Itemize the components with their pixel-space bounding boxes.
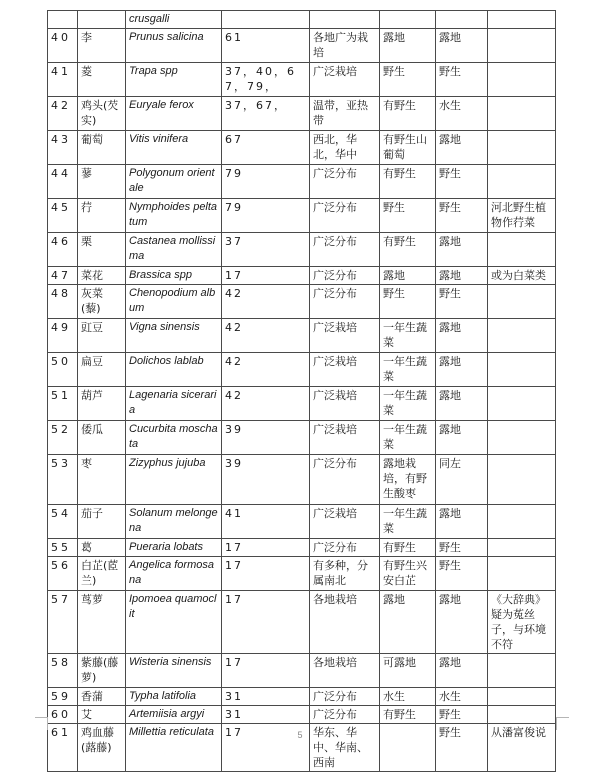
remark-cell <box>488 353 556 387</box>
reference-numbers-cell: 61 <box>222 29 310 63</box>
cultivation-status-cell: 有野生 <box>380 233 436 267</box>
remark-cell <box>488 285 556 319</box>
distribution-cell: 广泛栽培 <box>310 319 380 353</box>
reference-numbers-cell: 17 <box>222 654 310 688</box>
reference-numbers-cell: 31 <box>222 688 310 706</box>
latin-name-cell: Lagenaria siceraria <box>126 387 222 421</box>
distribution-cell: 广泛分布 <box>310 688 380 706</box>
plant-name-cell: 扁豆 <box>78 353 126 387</box>
table-row <box>48 233 556 267</box>
plant-name-cell: 李 <box>78 29 126 63</box>
latin-name-cell: Castanea mollissima <box>126 233 222 267</box>
crop-mark-left <box>35 717 48 730</box>
distribution-cell: 各地栽培 <box>310 591 380 654</box>
row-number-cell: 59 <box>48 688 78 706</box>
cultivation-status-cell: 一年生蔬菜 <box>380 387 436 421</box>
plant-name-cell: 倭瓜 <box>78 421 126 455</box>
remark-cell <box>488 421 556 455</box>
distribution-cell: 西北，华北，华中 <box>310 131 380 165</box>
plant-name-cell <box>78 11 126 29</box>
row-number-cell: 41 <box>48 63 78 97</box>
table-row <box>48 131 556 165</box>
latin-name-cell: Pueraria lobats <box>126 539 222 557</box>
remark-cell <box>488 233 556 267</box>
row-number-cell <box>48 11 78 29</box>
row-number-cell: 40 <box>48 29 78 63</box>
table-row <box>48 455 556 505</box>
latin-name-cell: Vigna sinensis <box>126 319 222 353</box>
reference-numbers-cell <box>222 11 310 29</box>
cultivation-status-cell: 露地栽培，有野生酸枣 <box>380 455 436 505</box>
row-number-cell: 55 <box>48 539 78 557</box>
plant-name-cell: 鸡头(芡实) <box>78 97 126 131</box>
plant-name-cell: 荇 <box>78 199 126 233</box>
habitat-cell: 露地 <box>436 421 488 455</box>
row-number-cell: 51 <box>48 387 78 421</box>
plant-name-cell: 艾 <box>78 706 126 724</box>
habitat-cell: 野生 <box>436 539 488 557</box>
latin-name-cell: Artemiisia argyi <box>126 706 222 724</box>
cultivation-status-cell: 有野生 <box>380 539 436 557</box>
plant-name-cell: 葡萄 <box>78 131 126 165</box>
table-row <box>48 557 556 591</box>
distribution-cell: 各地广为栽培 <box>310 29 380 63</box>
habitat-cell: 野生 <box>436 706 488 724</box>
cultivation-status-cell: 有野生 <box>380 97 436 131</box>
latin-name-cell: Vitis vinifera <box>126 131 222 165</box>
row-number-cell: 53 <box>48 455 78 505</box>
latin-name-cell: Dolichos lablab <box>126 353 222 387</box>
table-row <box>48 706 556 724</box>
plant-name-cell: 葫芦 <box>78 387 126 421</box>
row-number-cell: 49 <box>48 319 78 353</box>
table-row <box>48 387 556 421</box>
row-number-cell: 43 <box>48 131 78 165</box>
cultivation-status-cell: 水生 <box>380 688 436 706</box>
crop-mark-right <box>556 717 569 730</box>
remark-cell <box>488 557 556 591</box>
habitat-cell: 露地 <box>436 654 488 688</box>
reference-numbers-cell: 42 <box>222 387 310 421</box>
remark-cell <box>488 455 556 505</box>
habitat-cell: 露地 <box>436 319 488 353</box>
remark-cell <box>488 387 556 421</box>
plant-name-cell: 枣 <box>78 455 126 505</box>
habitat-cell: 露地 <box>436 233 488 267</box>
plant-name-cell: 栗 <box>78 233 126 267</box>
cultivation-status-cell: 一年生蔬菜 <box>380 505 436 539</box>
habitat-cell: 露地 <box>436 131 488 165</box>
page-number: 5 <box>297 730 303 740</box>
distribution-cell: 有多种，分属南北 <box>310 557 380 591</box>
habitat-cell: 野生 <box>436 199 488 233</box>
table-row <box>48 29 556 63</box>
row-number-cell: 56 <box>48 557 78 591</box>
latin-name-cell: Ipomoea quamoclit <box>126 591 222 654</box>
reference-numbers-cell: 17 <box>222 557 310 591</box>
table-row <box>48 421 556 455</box>
latin-name-cell: Angelica formosana <box>126 557 222 591</box>
habitat-cell <box>436 11 488 29</box>
latin-name-cell: Cucurbita moschata <box>126 421 222 455</box>
latin-name-cell: Millettia reticulata <box>126 724 222 772</box>
habitat-cell: 野生 <box>436 557 488 591</box>
row-number-cell: 45 <box>48 199 78 233</box>
table-row <box>48 63 556 97</box>
remark-cell: 从潘富俊说 <box>488 724 556 772</box>
reference-numbers-cell: 37，67， <box>222 97 310 131</box>
distribution-cell: 广泛分布 <box>310 199 380 233</box>
row-number-cell: 42 <box>48 97 78 131</box>
plant-name-cell: 葛 <box>78 539 126 557</box>
plant-name-cell: 鸡血藤(蕗藤) <box>78 724 126 772</box>
row-number-cell: 47 <box>48 267 78 285</box>
row-number-cell: 50 <box>48 353 78 387</box>
plant-name-cell: 茑萝 <box>78 591 126 654</box>
plant-name-cell: 豇豆 <box>78 319 126 353</box>
distribution-cell: 温带，亚热带 <box>310 97 380 131</box>
reference-numbers-cell: 67 <box>222 131 310 165</box>
distribution-cell: 广泛分布 <box>310 285 380 319</box>
distribution-cell: 广泛分布 <box>310 455 380 505</box>
table-row <box>48 319 556 353</box>
table-row <box>48 591 556 654</box>
reference-numbers-cell: 41 <box>222 505 310 539</box>
remark-cell <box>488 654 556 688</box>
reference-numbers-cell: 37 <box>222 233 310 267</box>
remark-cell <box>488 706 556 724</box>
remark-cell <box>488 165 556 199</box>
distribution-cell: 各地栽培 <box>310 654 380 688</box>
habitat-cell: 同左 <box>436 455 488 505</box>
reference-numbers-cell: 42 <box>222 319 310 353</box>
latin-name-cell: Brassica spp <box>126 267 222 285</box>
reference-numbers-cell: 17 <box>222 724 310 772</box>
table-row <box>48 539 556 557</box>
latin-name-cell: crusgalli <box>126 11 222 29</box>
latin-name-cell: Trapa spp <box>126 63 222 97</box>
distribution-cell: 广泛分布 <box>310 267 380 285</box>
distribution-cell <box>310 11 380 29</box>
reference-numbers-cell: 17 <box>222 539 310 557</box>
cultivation-status-cell: 露地 <box>380 591 436 654</box>
habitat-cell: 野生 <box>436 285 488 319</box>
remark-cell: 《大辞典》疑为菟丝子，与环境不符 <box>488 591 556 654</box>
table-body <box>48 11 556 772</box>
row-number-cell: 52 <box>48 421 78 455</box>
plant-name-cell: 茄子 <box>78 505 126 539</box>
row-number-cell: 60 <box>48 706 78 724</box>
habitat-cell: 露地 <box>436 591 488 654</box>
plant-name-cell: 灰菜(藜) <box>78 285 126 319</box>
habitat-cell: 水生 <box>436 688 488 706</box>
cultivation-status-cell: 有野生兴安白芷 <box>380 557 436 591</box>
row-number-cell: 48 <box>48 285 78 319</box>
cultivation-status-cell: 露地 <box>380 29 436 63</box>
cultivation-status-cell: 野生 <box>380 285 436 319</box>
plant-name-cell: 香蒲 <box>78 688 126 706</box>
reference-numbers-cell: 17 <box>222 591 310 654</box>
habitat-cell: 水生 <box>436 97 488 131</box>
distribution-cell: 广泛分布 <box>310 706 380 724</box>
distribution-cell: 广泛栽培 <box>310 421 380 455</box>
remark-cell <box>488 29 556 63</box>
table-row <box>48 654 556 688</box>
habitat-cell: 露地 <box>436 387 488 421</box>
latin-name-cell: Nymphoides peltatum <box>126 199 222 233</box>
plant-name-cell: 菱 <box>78 63 126 97</box>
table-row <box>48 11 556 29</box>
remark-cell: 河北野生植物作荇菜 <box>488 199 556 233</box>
cultivation-status-cell: 野生 <box>380 199 436 233</box>
table-row <box>48 688 556 706</box>
distribution-cell: 广泛栽培 <box>310 387 380 421</box>
reference-numbers-cell: 39 <box>222 421 310 455</box>
latin-name-cell: Euryale ferox <box>126 97 222 131</box>
latin-name-cell: Wisteria sinensis <box>126 654 222 688</box>
reference-numbers-cell: 17 <box>222 267 310 285</box>
distribution-cell: 广泛分布 <box>310 539 380 557</box>
table-row <box>48 267 556 285</box>
latin-name-cell: Zizyphus jujuba <box>126 455 222 505</box>
row-number-cell: 44 <box>48 165 78 199</box>
latin-name-cell: Solanum melongena <box>126 505 222 539</box>
plant-table <box>47 10 556 772</box>
distribution-cell: 广泛分布 <box>310 165 380 199</box>
cultivation-status-cell: 有野生山葡萄 <box>380 131 436 165</box>
plant-name-cell: 紫藤(藤萝) <box>78 654 126 688</box>
table-row <box>48 165 556 199</box>
habitat-cell: 露地 <box>436 267 488 285</box>
latin-name-cell: Chenopodium album <box>126 285 222 319</box>
distribution-cell: 广泛栽培 <box>310 353 380 387</box>
remark-cell <box>488 688 556 706</box>
row-number-cell: 46 <box>48 233 78 267</box>
remark-cell: 或为白菜类 <box>488 267 556 285</box>
habitat-cell: 野生 <box>436 724 488 772</box>
habitat-cell: 露地 <box>436 505 488 539</box>
table-row <box>48 505 556 539</box>
remark-cell <box>488 63 556 97</box>
habitat-cell: 露地 <box>436 29 488 63</box>
latin-name-cell: Typha latifolia <box>126 688 222 706</box>
reference-numbers-cell: 42 <box>222 285 310 319</box>
remark-cell <box>488 319 556 353</box>
table-row <box>48 285 556 319</box>
latin-name-cell: Prunus salicina <box>126 29 222 63</box>
habitat-cell: 露地 <box>436 353 488 387</box>
cultivation-status-cell: 一年生蔬菜 <box>380 421 436 455</box>
habitat-cell: 野生 <box>436 165 488 199</box>
remark-cell <box>488 505 556 539</box>
reference-numbers-cell: 37，40，67，79， <box>222 63 310 97</box>
remark-cell <box>488 97 556 131</box>
cultivation-status-cell: 野生 <box>380 63 436 97</box>
remark-cell <box>488 11 556 29</box>
plant-name-cell: 菜花 <box>78 267 126 285</box>
distribution-cell: 广泛分布 <box>310 233 380 267</box>
latin-name-cell: Polygonum orientale <box>126 165 222 199</box>
distribution-cell: 华东、华中、华南、西南 <box>310 724 380 772</box>
cultivation-status-cell: 露地 <box>380 267 436 285</box>
table-row <box>48 97 556 131</box>
row-number-cell: 58 <box>48 654 78 688</box>
table-row <box>48 199 556 233</box>
cultivation-status-cell: 一年生蔬菜 <box>380 353 436 387</box>
distribution-cell: 广泛栽培 <box>310 63 380 97</box>
remark-cell <box>488 539 556 557</box>
distribution-cell: 广泛栽培 <box>310 505 380 539</box>
cultivation-status-cell: 可露地 <box>380 654 436 688</box>
remark-cell <box>488 131 556 165</box>
cultivation-status-cell: 一年生蔬菜 <box>380 319 436 353</box>
reference-numbers-cell: 79 <box>222 199 310 233</box>
reference-numbers-cell: 42 <box>222 353 310 387</box>
cultivation-status-cell: 有野生 <box>380 165 436 199</box>
cultivation-status-cell: 有野生 <box>380 706 436 724</box>
cultivation-status-cell <box>380 11 436 29</box>
reference-numbers-cell: 39 <box>222 455 310 505</box>
row-number-cell: 61 <box>48 724 78 772</box>
plant-name-cell: 白芷(茝兰) <box>78 557 126 591</box>
row-number-cell: 54 <box>48 505 78 539</box>
habitat-cell: 野生 <box>436 63 488 97</box>
reference-numbers-cell: 31 <box>222 706 310 724</box>
reference-numbers-cell: 79 <box>222 165 310 199</box>
plant-name-cell: 蓼 <box>78 165 126 199</box>
table-row <box>48 353 556 387</box>
row-number-cell: 57 <box>48 591 78 654</box>
